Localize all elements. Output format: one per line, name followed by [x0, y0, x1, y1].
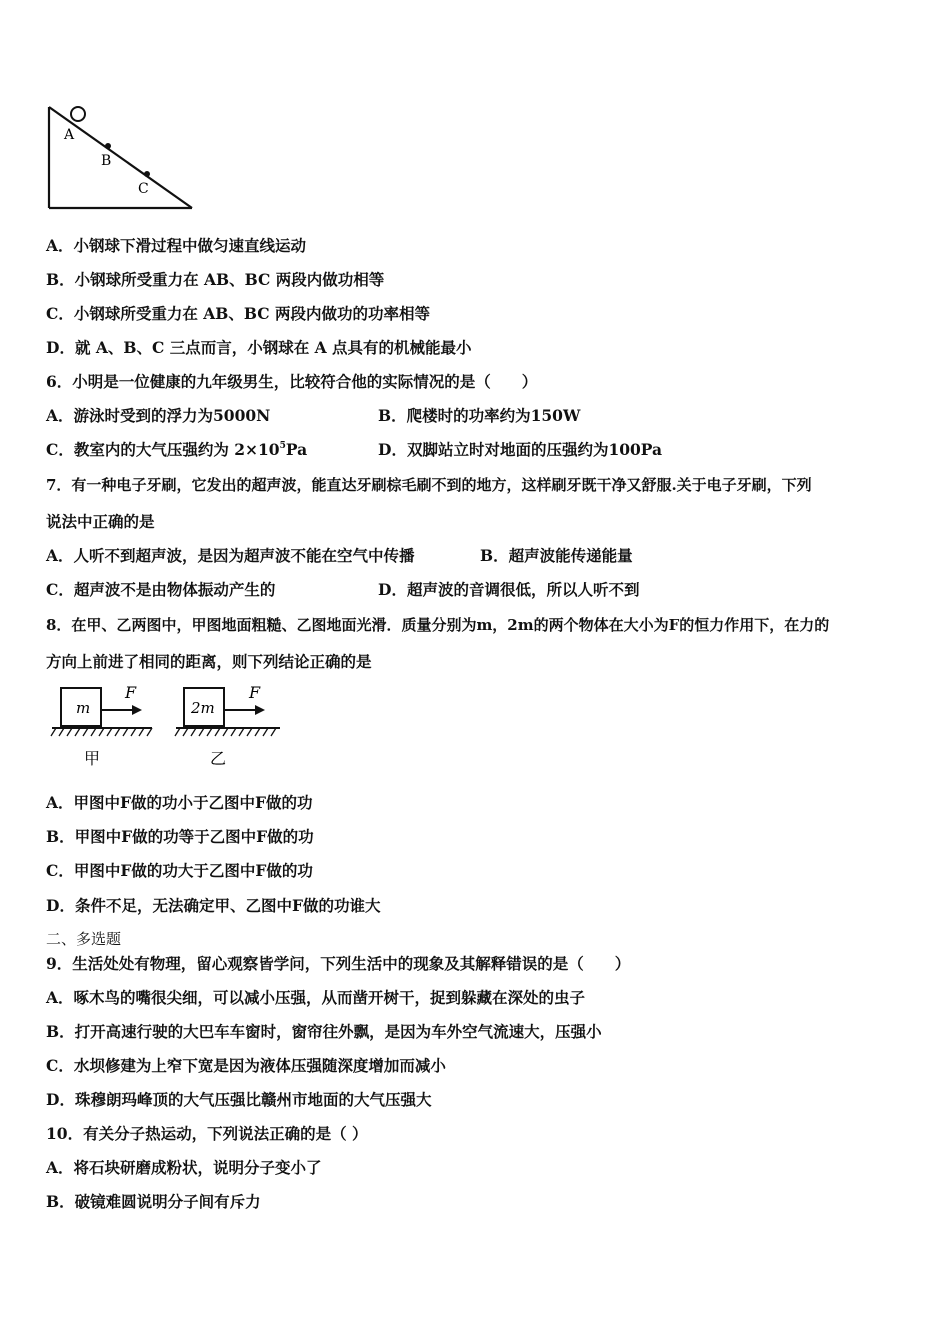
q8-option-a: A．甲图中F做的功小于乙图中F做的功	[46, 793, 313, 812]
q7-option-a: A．人听不到超声波，是因为超声波不能在空气中传播	[46, 546, 415, 565]
q8-stem-line1: 8．在甲、乙两图中，甲图地面粗糙、乙图地面光滑．质量分别为m，2m的两个物体在大小为F的恒力作用下，在力的	[46, 616, 830, 634]
caption-jia: 甲	[84, 749, 101, 768]
q9-option-b: B．打开高速行驶的大巴车车窗时，窗帘往外飘，是因为车外空气流速大，压强小	[46, 1022, 602, 1041]
force-arrow-head-left	[132, 705, 142, 715]
block-m-label: m	[76, 699, 91, 717]
label-c: C	[138, 181, 149, 197]
q8-option-d: D．条件不足，无法确定甲、乙图中F做的功谁大	[46, 896, 381, 915]
q5-option-a: A．小钢球下滑过程中做匀速直线运动	[46, 236, 307, 255]
q7-option-b: B．超声波能传递能量	[480, 546, 633, 565]
q6-option-c-exponent: 5	[279, 441, 286, 451]
q5-option-d: D．就 A、B、C 三点而言，小钢球在 A 点具有的机械能最小	[46, 338, 472, 357]
q6-option-b: B．爬楼时的功率约为150W	[378, 406, 581, 425]
force-label-right: F	[249, 683, 261, 702]
label-b: B	[101, 153, 112, 169]
section-title-multi-choice: 二、多选题	[46, 930, 122, 948]
q9-stem: 9．生活处处有物理，留心观察皆学问，下列生活中的现象及其解释错误的是（ ）	[46, 954, 631, 973]
caption-yi: 乙	[210, 749, 227, 768]
q8-stem-line2: 方向上前进了相同的距离，则下列结论正确的是	[46, 652, 372, 671]
point-c-dot	[144, 171, 150, 177]
point-b-dot	[105, 143, 111, 149]
q8-option-c: C．甲图中F做的功大于乙图中F做的功	[46, 861, 313, 880]
q6-option-c-text: C．教室内的大气压强约为 2×10	[46, 440, 280, 459]
q7-option-d: D．超声波的音调很低，所以人听不到	[378, 580, 640, 599]
q6-option-a: A．游泳时受到的浮力为5000N	[46, 406, 271, 425]
incline-figure	[44, 102, 200, 214]
force-blocks-figure	[48, 680, 288, 772]
q6-option-d: D．双脚站立时对地面的压强约为100Pa	[378, 440, 663, 459]
figure-jia	[51, 683, 152, 768]
q7-stem-line1: 7．有一种电子牙刷，它发出的超声波，能直达牙刷棕毛刷不到的地方，这样刷牙既干净又舒服.关于电子牙刷，下列	[46, 476, 812, 494]
q6-option-c-unit: Pa	[285, 440, 308, 459]
ground-hatch-right	[175, 728, 276, 736]
q10-option-a: A．将石块研磨成粉状，说明分子变小了	[46, 1158, 322, 1177]
ground-hatch-left	[51, 728, 152, 736]
q6-stem: 6．小明是一位健康的九年级男生，比较符合他的实际情况的是（ ）	[46, 372, 538, 391]
incline-slope	[49, 107, 192, 208]
q6-option-c	[46, 440, 307, 460]
force-arrow-head-right	[255, 705, 265, 715]
q5-option-b: B．小钢球所受重力在 AB、BC 两段内做功相等	[46, 270, 385, 289]
q7-stem-line2: 说法中正确的是	[46, 512, 155, 531]
label-a: A	[64, 127, 75, 143]
block-2m-label: 2m	[191, 699, 215, 717]
q10-stem: 10．有关分子热运动，下列说法正确的是（ ）	[46, 1124, 368, 1143]
q9-option-c: C．水坝修建为上窄下宽是因为液体压强随深度增加而减小	[46, 1056, 446, 1075]
steel-ball	[71, 107, 85, 121]
q5-option-c: C．小钢球所受重力在 AB、BC 两段内做功的功率相等	[46, 304, 430, 323]
q7-option-c: C．超声波不是由物体振动产生的	[46, 580, 276, 599]
force-label-left: F	[125, 683, 137, 702]
figure-yi	[175, 683, 280, 768]
q8-option-b: B．甲图中F做的功等于乙图中F做的功	[46, 827, 314, 846]
q10-option-b: B．破镜难圆说明分子间有斥力	[46, 1192, 261, 1211]
q9-option-d: D．珠穆朗玛峰顶的大气压强比赣州市地面的大气压强大	[46, 1090, 432, 1109]
q9-option-a: A．啄木鸟的嘴很尖细，可以减小压强，从而凿开树干，捉到躲藏在深处的虫子	[46, 988, 586, 1007]
